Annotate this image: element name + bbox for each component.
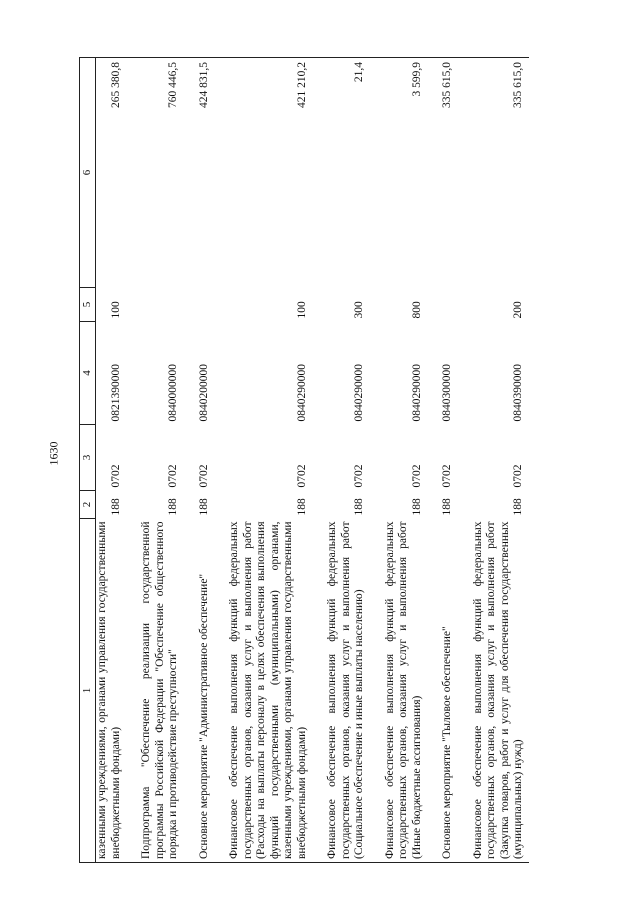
header-col-5: 5 xyxy=(80,288,96,322)
row-vr xyxy=(441,288,458,322)
row-rzpr: 0702 xyxy=(109,464,122,488)
row-spacer xyxy=(458,58,472,863)
row-name: Финансовое обеспечение выполнения функций федеральных государственных органов, оказания услуг и выполнения работ (Социальное обеспечение и иные выплаты населению) xyxy=(326,519,370,863)
row-vr: 300 xyxy=(353,301,365,319)
row-csr: 0840290000 xyxy=(295,364,308,422)
table-row xyxy=(96,58,127,863)
rotated-page-content xyxy=(79,58,606,863)
row-spacer xyxy=(427,58,441,863)
row-csr: 0840290000 xyxy=(353,364,365,422)
table-row xyxy=(472,58,529,863)
row-sum: 21,4 xyxy=(326,58,370,288)
row-sum: 3 599,9 xyxy=(384,58,428,288)
row-csr: 0840000000 xyxy=(167,364,179,422)
row-name: Финансовое обеспечение выполнения функций федеральных государственных органов, оказания услуг и выполнения работ (Расходы на выплаты персоналу в целях обеспечения выполнения функций государственными (муниципальными) органами, казенными учреждениями, органами управления государственными внебюджетными фондами) xyxy=(228,519,312,863)
row-vr xyxy=(198,288,215,322)
row-name: казенными учреждениями, органами управления государственными внебюджетными фондами) xyxy=(96,519,127,863)
row-csr: 0840290000 xyxy=(410,364,423,422)
row-name: Финансовое обеспечение выполнения функций федеральных государственных органов, оказания услуг и выполнения работ (Закупка товаров, работ и услуг для обеспечения государственных (муниципальных) нужд) xyxy=(472,519,529,863)
table-row xyxy=(140,58,184,863)
header-col-2: 2 xyxy=(80,491,96,519)
row-name: Основное мероприятие "Административное обеспечение" xyxy=(198,519,215,863)
row-grbs: 188 xyxy=(109,498,122,516)
header-col-1: 1 xyxy=(80,519,96,863)
row-grbs: 188 xyxy=(295,498,308,516)
table-body xyxy=(96,58,529,863)
row-csr: 0840300000 xyxy=(441,364,453,422)
row-sum: 265 380,8 xyxy=(96,58,127,288)
row-vr: 200 xyxy=(512,301,524,319)
row-vr xyxy=(140,288,184,322)
budget-table xyxy=(79,57,529,863)
header-col-6: 6 xyxy=(80,58,96,288)
row-sum: 421 210,2 xyxy=(228,58,312,288)
row-name: Финансовое обеспечение выполнения функций федеральных государственных органов, оказания услуг и выполнения работ (Иные бюджетные ассигнования) xyxy=(384,519,428,863)
row-csr: 0840390000 xyxy=(512,364,524,422)
row-rzpr: 0702 xyxy=(167,464,179,488)
row-sum: 335 615,0 xyxy=(441,58,458,288)
row-name: Подпрограмма "Обеспечение реализации государственной программы Российской Федерации "Обеспечение общественного порядка и противодействие преступности" xyxy=(140,519,184,863)
row-csr: 0821390000 xyxy=(109,364,122,422)
row-grbs: 188 xyxy=(512,498,524,516)
row-vr: 100 xyxy=(109,301,122,319)
row-rzpr: 0702 xyxy=(512,464,524,488)
header-row xyxy=(80,58,96,863)
row-grbs: 188 xyxy=(353,498,365,516)
row-spacer xyxy=(312,58,326,863)
page-number: 1630 xyxy=(46,441,61,466)
table-row xyxy=(384,58,428,863)
row-grbs: 188 xyxy=(197,498,210,516)
header-col-4: 4 xyxy=(80,322,96,425)
row-rzpr: 0702 xyxy=(353,464,365,488)
row-spacer xyxy=(370,58,384,863)
row-spacer xyxy=(126,58,140,863)
row-vr: 100 xyxy=(295,301,308,319)
row-grbs: 188 xyxy=(410,498,423,516)
row-spacer xyxy=(214,58,228,863)
row-grbs: 188 xyxy=(167,498,179,516)
row-name: Основное мероприятие "Тыловое обеспечение" xyxy=(441,519,458,863)
row-sum: 424 831,5 xyxy=(198,58,215,288)
row-rzpr: 0702 xyxy=(197,464,210,488)
table-row xyxy=(441,58,458,863)
row-rzpr: 0702 xyxy=(295,464,308,488)
table-header xyxy=(80,58,96,863)
row-rzpr: 0702 xyxy=(441,464,453,488)
row-vr: 800 xyxy=(410,301,423,319)
row-rzpr: 0702 xyxy=(410,464,423,488)
row-grbs: 188 xyxy=(441,498,453,516)
table-row xyxy=(198,58,215,863)
header-col-3: 3 xyxy=(80,425,96,491)
row-csr: 0840200000 xyxy=(197,364,210,422)
row-spacer xyxy=(184,58,198,863)
row-sum: 760 446,5 xyxy=(140,58,184,288)
row-sum: 335 615,0 xyxy=(472,58,529,288)
table-row xyxy=(326,58,370,863)
table-row xyxy=(228,58,312,863)
